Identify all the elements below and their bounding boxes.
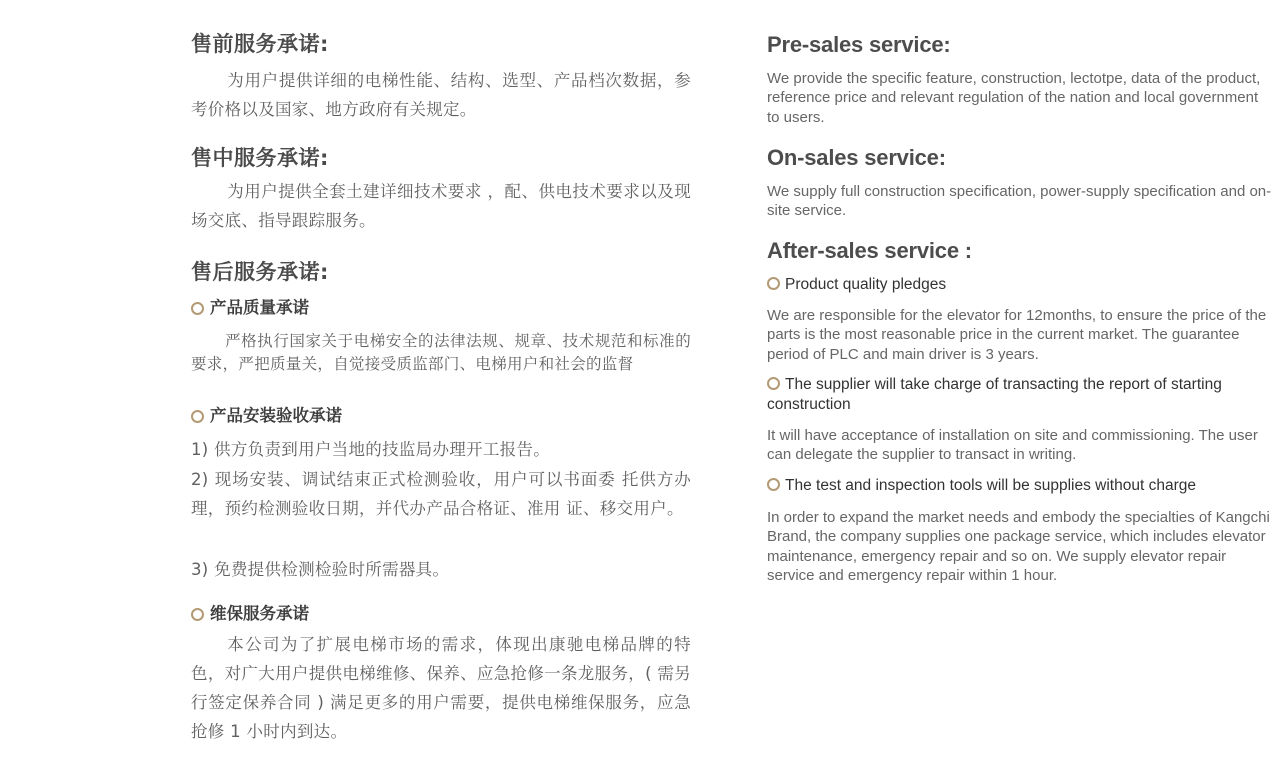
ring-bullet-icon — [191, 302, 204, 315]
cn-quality-subheading — [191, 297, 309, 319]
cn-quality-title: 产品质量承诺 — [210, 298, 309, 317]
ring-bullet-icon — [767, 277, 780, 290]
cn-install-title: 产品安装验收承诺 — [210, 406, 342, 425]
cn-maintenance-text: 本公司为了扩展电梯市场的需求，体现出康驰电梯品牌的特色，对广大用户提供电梯维修、保养、应急抢修一条龙服务，( 需另行签定保养合同 ) 满足更多的用户需要，提供电梯维保服务，应急抢修 1 小时内到达。 — [191, 635, 691, 741]
cn-install-item-3: 3) 免费提供检测检验时所需器具。 — [191, 560, 450, 579]
cn-install-item-2: 2) 现场安装、调试结束正式检测验收，用户可以书面委 托供方办理，预约检测验收日期，并代办产品合格证、准用 证、移交用户。 — [191, 470, 691, 518]
en-onsale-text: We supply full construction specification, power-supply specification and on-site service. — [767, 183, 1272, 220]
cn-presale-text: 为用户提供详细的电梯性能、结构、选型、产品档次数据，参考价格以及国家、地方政府有关规定。 — [191, 71, 691, 119]
en-supplier-text: It will have acceptance of installation on site and commissioning. The user can delegate the supplier to transact in writing. — [767, 427, 1258, 464]
ring-bullet-icon — [191, 410, 204, 423]
en-tools-title: The test and inspection tools will be supplies without charge — [785, 477, 1196, 494]
en-presale-heading: Pre-sales service: — [767, 32, 951, 57]
ring-bullet-icon — [767, 478, 780, 491]
en-aftersale-heading: After-sales service : — [767, 238, 972, 263]
en-presale-text: We provide the specific feature, construction, lectotpe, data of the product, reference price and relevant regulation of the nation and local government to users. — [767, 70, 1261, 126]
cn-onsale-text: 为用户提供全套土建详细技术要求 ，配、供电技术要求以及现场交底、指导跟踪服务。 — [191, 182, 691, 230]
en-supplier-title: The supplier will take charge of transacting the report of starting construction — [767, 376, 1222, 413]
en-onsale-heading: On-sales service: — [767, 145, 946, 170]
cn-maintenance-title: 维保服务承诺 — [210, 604, 309, 623]
cn-presale-heading: 售前服务承诺: — [191, 32, 329, 56]
en-quality-title: Product quality pledges — [785, 276, 947, 293]
en-supplier-subheading — [767, 375, 1272, 414]
ring-bullet-icon — [767, 377, 780, 390]
en-tools-text: In order to expand the market needs and embody the specialties of Kangchi Brand, the company supplies one package service, which includes elevator maintenance, emergency repair and so on. We supply elevator repair service and emergency repair within 1 hour. — [767, 509, 1270, 584]
cn-onsale-heading: 售中服务承诺: — [191, 146, 329, 170]
cn-maintenance-subheading — [191, 603, 309, 625]
cn-install-item-1: 1) 供方负责到用户当地的技监局办理开工报告。 — [191, 440, 551, 459]
en-quality-text: We are responsible for the elevator for 12months, to ensure the price of the parts is the most reasonable price in the current market. The guarantee period of PLC and main driver is 3 years. — [767, 307, 1267, 363]
en-tools-subheading — [767, 476, 1272, 496]
cn-aftersale-heading: 售后服务承诺: — [191, 260, 329, 284]
en-quality-subheading — [767, 275, 1272, 295]
ring-bullet-icon — [191, 608, 204, 621]
cn-quality-text: 严格执行国家关于电梯安全的法律法规、规章、技术规范和标准的要求，严把质量关，自觉接受质监部门、电梯用户和社会的监督 — [191, 332, 691, 373]
cn-install-subheading — [191, 405, 342, 427]
